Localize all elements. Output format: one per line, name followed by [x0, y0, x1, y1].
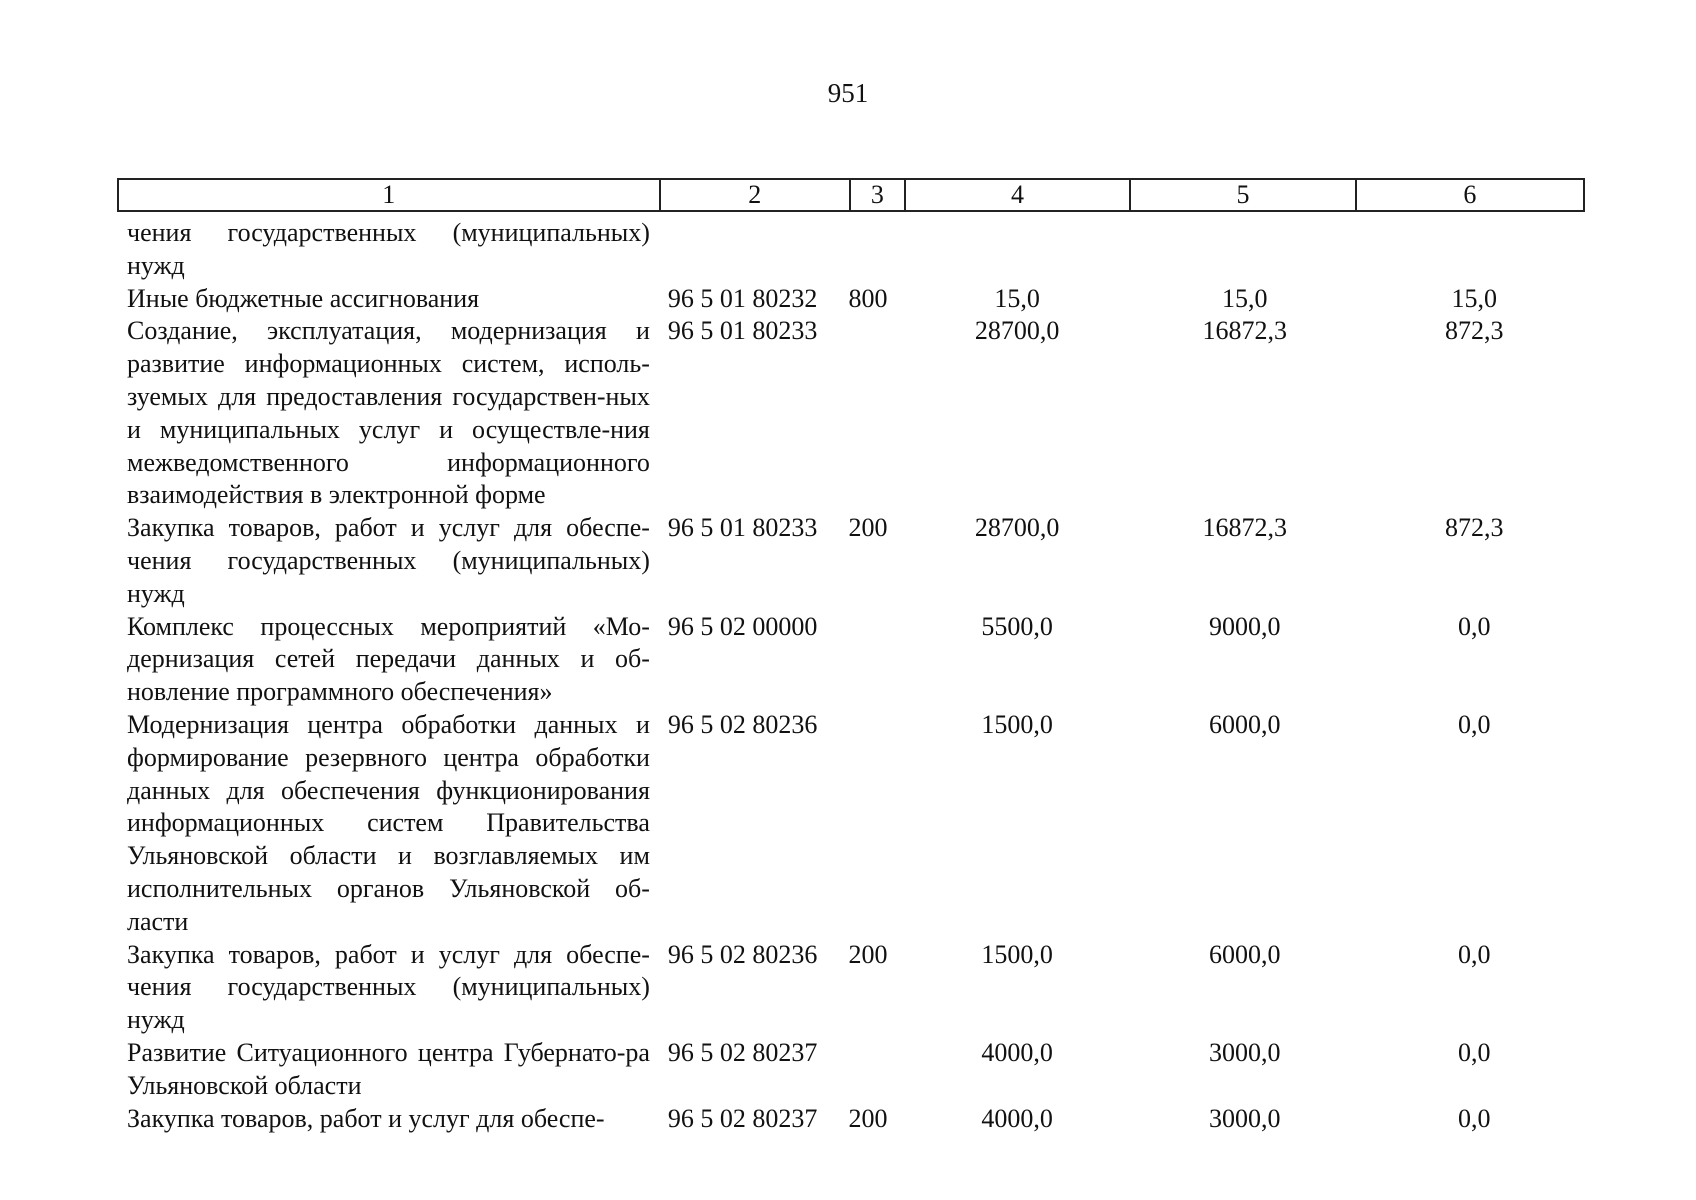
- row-code: 96 5 02 00000: [667, 611, 818, 641]
- table-row: [117, 217, 1585, 283]
- header-col-3: 3: [851, 180, 906, 210]
- table-row: [117, 315, 1585, 512]
- row-type: [846, 315, 909, 512]
- table-header: [117, 178, 1585, 212]
- row-type: [846, 611, 909, 709]
- table-row: [117, 1037, 1585, 1103]
- row-value-6: 0,0: [1457, 939, 1491, 969]
- row-value-5: [1126, 217, 1364, 283]
- row-value-6: 0,0: [1457, 709, 1491, 739]
- row-type: 200: [848, 513, 888, 543]
- row-value-4: 1500,0: [981, 709, 1053, 739]
- row-value-5: 16872,3: [1202, 316, 1287, 346]
- row-value-4: 5500,0: [981, 611, 1053, 641]
- row-value-4: 28700,0: [974, 513, 1060, 543]
- row-name: Закупка товаров, работ и услуг для обеспе-: [127, 1103, 605, 1133]
- row-code: 96 5 02 80236: [667, 939, 818, 969]
- table-row: [117, 939, 1585, 1037]
- row-value-5: 6000,0: [1208, 939, 1281, 969]
- row-value-4: [908, 217, 1126, 283]
- table-row: [117, 1103, 1585, 1136]
- row-type: [846, 1037, 909, 1103]
- row-code: 96 5 01 80233: [667, 513, 818, 543]
- row-type: 200: [848, 939, 888, 969]
- row-code: [650, 217, 846, 283]
- table-row: [117, 709, 1585, 939]
- row-name: Модернизация центра обработки данных и формирование резервного центра обработки данных для обеспечения функционирования информационных систем Правительства Ульяновской области и возглавляемых им исполнительных органов Ульяновской об-ласти: [127, 709, 650, 936]
- row-code: 96 5 01 80232: [667, 283, 818, 313]
- header-col-2: 2: [661, 180, 851, 210]
- row-name: Комплекс процессных мероприятий «Мо-дернизация сетей передачи данных и об-новление программного обеспечения»: [127, 611, 650, 707]
- row-code: 96 5 02 80237: [667, 1103, 818, 1133]
- table-row: [117, 512, 1585, 610]
- row-type: 200: [848, 1103, 888, 1133]
- row-value-5: 3000,0: [1208, 1037, 1281, 1067]
- header-col-1: 1: [119, 180, 661, 210]
- page-number: 951: [827, 78, 869, 108]
- row-value-4: 28700,0: [974, 316, 1060, 346]
- row-value-6: 0,0: [1457, 1103, 1491, 1133]
- row-value-4: 4000,0: [981, 1103, 1053, 1133]
- row-name: Закупка товаров, работ и услуг для обеспе-чения государственных (муниципальных) нужд: [127, 939, 650, 1035]
- row-value-5: 3000,0: [1208, 1103, 1281, 1133]
- table-row: [117, 283, 1585, 316]
- row-type: [846, 217, 909, 283]
- row-value-4: 4000,0: [981, 1037, 1053, 1067]
- row-value-5: 9000,0: [1208, 611, 1281, 641]
- row-code: 96 5 02 80237: [667, 1037, 818, 1067]
- row-name: чения государственных (муниципальных) нужд: [127, 218, 650, 280]
- row-value-6: 15,0: [1451, 283, 1497, 313]
- row-value-4: 1500,0: [981, 939, 1053, 969]
- header-col-6: 6: [1463, 180, 1477, 209]
- row-code: 96 5 01 80233: [667, 316, 818, 346]
- row-value-5: 16872,3: [1202, 513, 1287, 543]
- row-value-5: 6000,0: [1208, 709, 1281, 739]
- row-type: [846, 709, 909, 939]
- row-name: Закупка товаров, работ и услуг для обеспе-чения государственных (муниципальных) нужд: [127, 513, 650, 608]
- row-value-6: 0,0: [1457, 1037, 1491, 1067]
- row-name: Создание, эксплуатация, модернизация и развитие информационных систем, исполь-зуемых для предоставления государствен-ных и муниципальных услуг и осуществле-ния межведомственного информационного взаимодействия в электронной форме: [127, 316, 650, 510]
- header-col-4: 4: [906, 180, 1131, 210]
- row-value-6: 0,0: [1457, 611, 1491, 641]
- row-value-6: 872,3: [1444, 513, 1504, 543]
- row-value-5: 15,0: [1221, 283, 1268, 313]
- row-name: Иные бюджетные ассигнования: [127, 283, 480, 313]
- header-col-5: 5: [1131, 180, 1356, 210]
- row-code: 96 5 02 80236: [667, 709, 818, 739]
- row-value-6: 872,3: [1444, 316, 1504, 346]
- row-type: 800: [848, 283, 888, 313]
- row-value-6: [1363, 217, 1585, 283]
- row-value-4: 15,0: [994, 283, 1040, 313]
- row-name: Развитие Ситуационного центра Губернато-ра Ульяновской области: [127, 1037, 650, 1100]
- table-row: [117, 611, 1585, 709]
- table-body: [117, 217, 1585, 1135]
